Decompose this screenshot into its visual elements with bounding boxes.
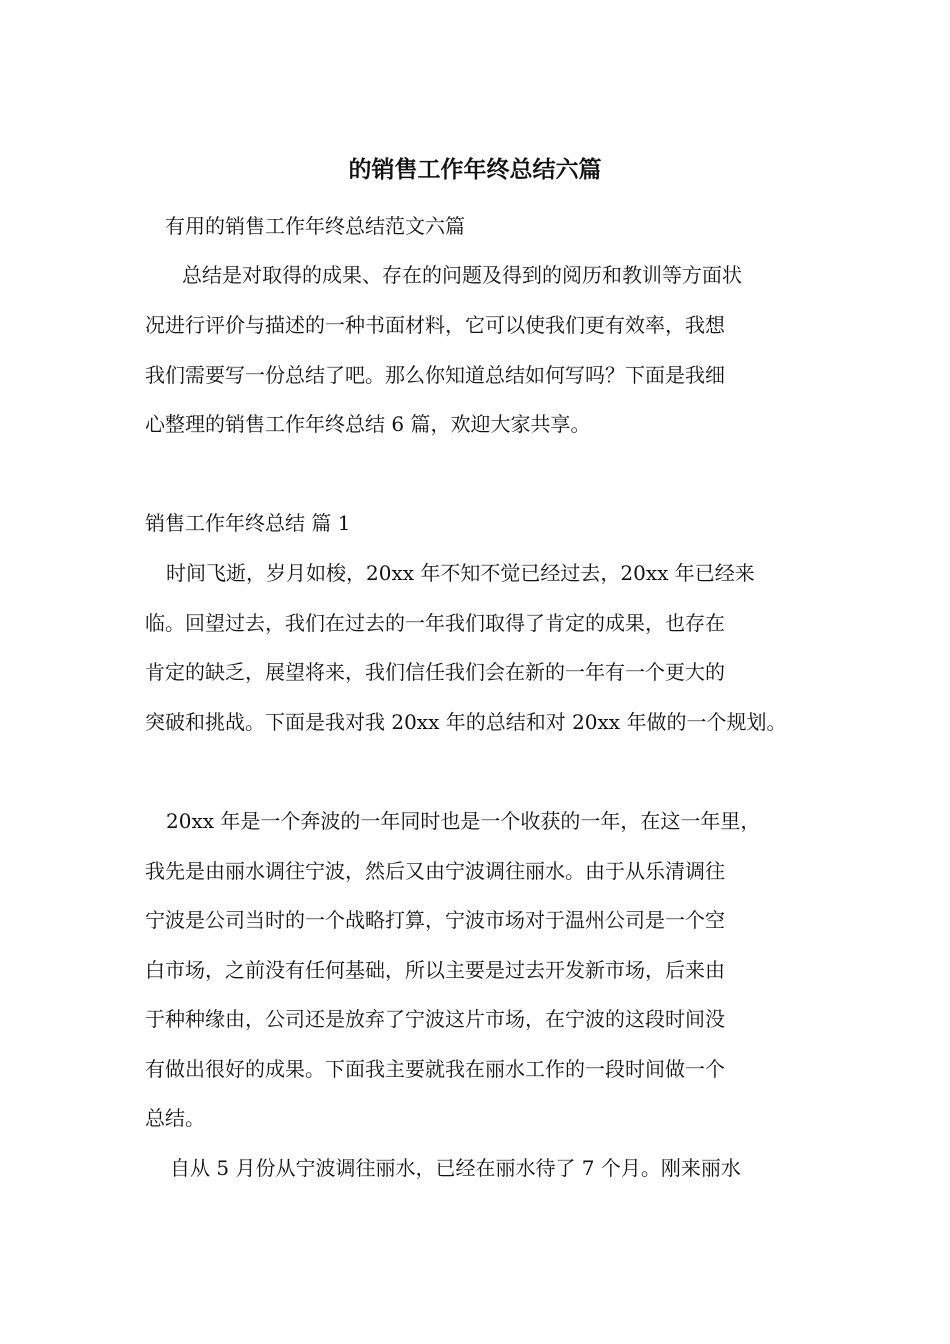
body-paragraph-line: 总结。 <box>145 1106 205 1130</box>
intro-paragraph-line: 心整理的销售工作年终总结 6 篇，欢迎大家共享。 <box>145 412 591 436</box>
document-title: 的销售工作年终总结六篇 <box>348 156 602 183</box>
body-paragraph-line: 有做出很好的成果。下面我主要就我在丽水工作的一段时间做一个 <box>145 1057 725 1081</box>
body-paragraph-line: 宁波是公司当时的一个战略打算，宁波市场对于温州公司是一个空 <box>145 908 725 932</box>
body-paragraph-line: 20xx 年是一个奔波的一年同时也是一个收获的一年，在这一年里， <box>166 809 761 833</box>
intro-paragraph-line: 况进行评价与描述的一种书面材料，它可以使我们更有效率，我想 <box>145 313 725 337</box>
subtitle-line: 有用的销售工作年终总结范文六篇 <box>165 214 465 238</box>
body-paragraph-line: 临。回望过去，我们在过去的一年我们取得了肯定的成果，也存在 <box>145 611 725 635</box>
intro-paragraph-line: 我们需要写一份总结了吧。那么你知道总结如何写吗？下面是我细 <box>145 363 725 387</box>
body-paragraph-line: 突破和挑战。下面是我对我 20xx 年的总结和对 20xx 年做的一个规划。 <box>145 710 787 734</box>
body-paragraph-line: 于种种缘由，公司还是放弃了宁波这片市场，在宁波的这段时间没 <box>145 1007 725 1031</box>
intro-paragraph-line: 总结是对取得的成果、存在的问题及得到的阅历和教训等方面状 <box>182 263 742 287</box>
body-paragraph-line: 时间飞逝，岁月如梭，20xx 年不知不觉已经过去，20xx 年已经来 <box>166 561 755 585</box>
body-paragraph-line: 我先是由丽水调往宁波，然后又由宁波调往丽水。由于从乐清调往 <box>145 859 725 883</box>
body-paragraph-line: 肯定的缺乏，展望将来，我们信任我们会在新的一年有一个更大的 <box>145 660 725 684</box>
body-paragraph-line: 白市场，之前没有任何基础，所以主要是过去开发新市场，后来由 <box>145 958 725 982</box>
section-heading: 销售工作年终总结 篇 1 <box>145 511 351 535</box>
body-paragraph-line: 自从 5 月份从宁波调往丽水，已经在丽水待了 7 个月。刚来丽水 <box>170 1156 741 1180</box>
